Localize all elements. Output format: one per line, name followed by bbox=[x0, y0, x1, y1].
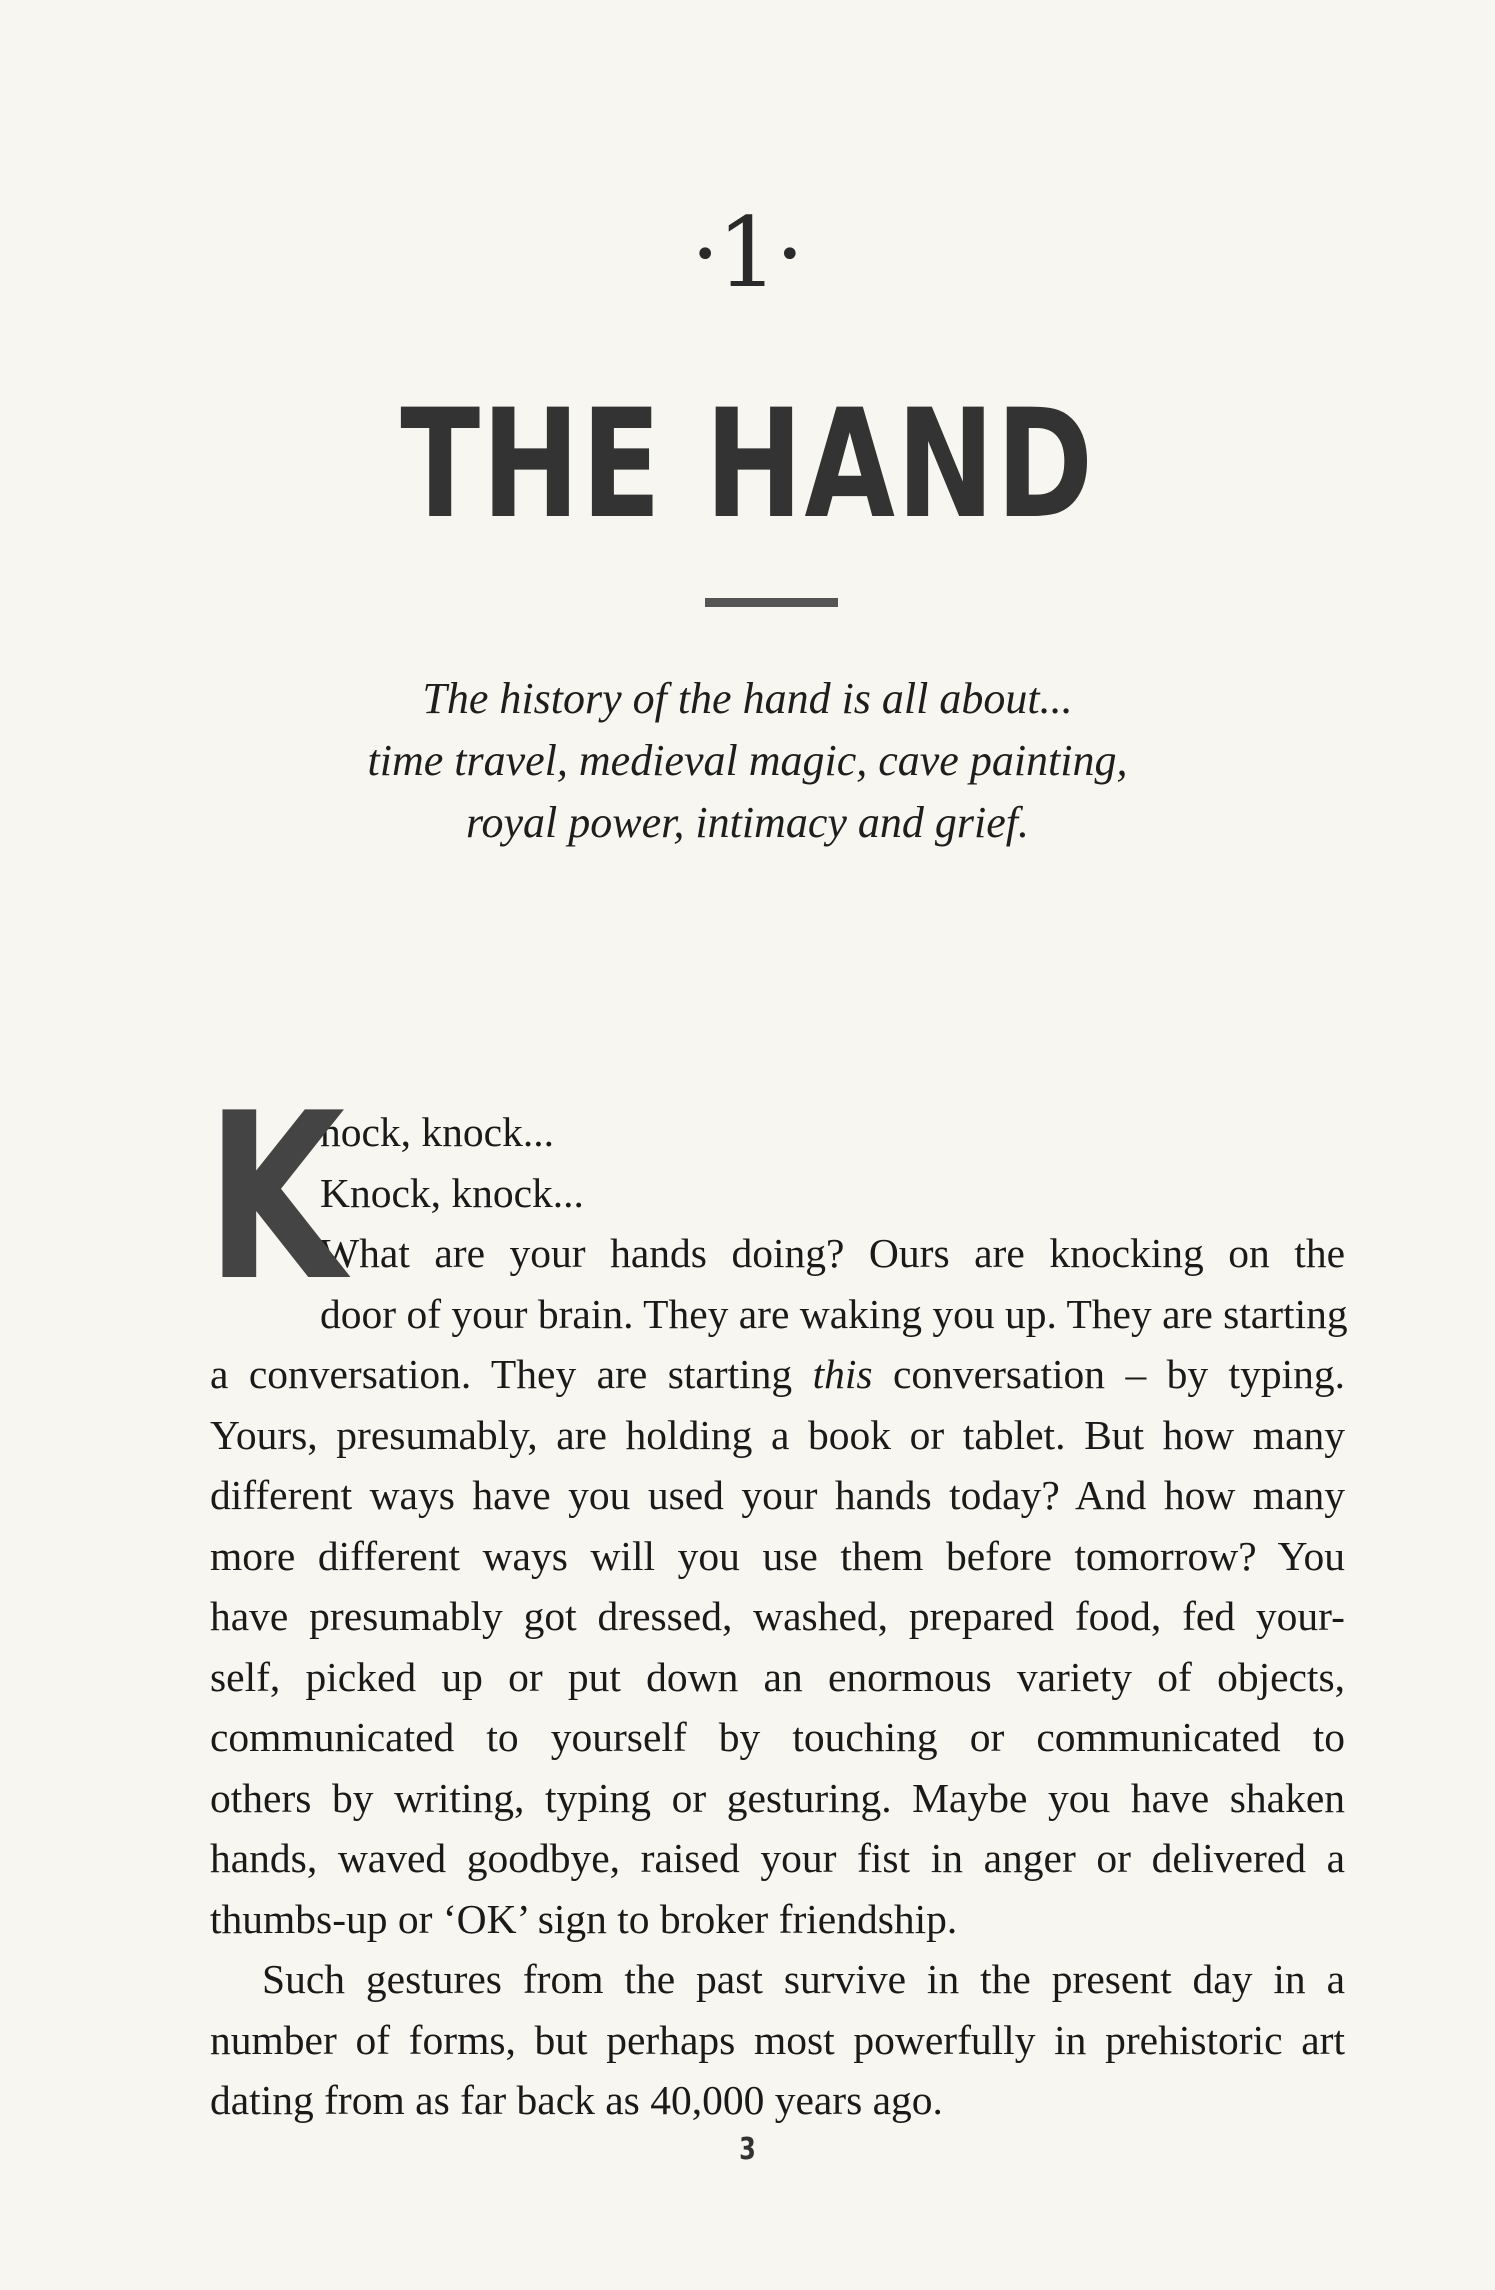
body-line: Such gestures from the past survive in the present day in a bbox=[262, 1956, 1345, 2002]
chapter-number-value: 1 bbox=[716, 197, 779, 309]
body-line: thumbs-up or ‘OK’ sign to broker friendship. bbox=[210, 1895, 958, 1942]
paragraph-2 bbox=[210, 1949, 1345, 2131]
chapter-number-dot-right: • bbox=[778, 232, 802, 278]
epigraph-line-2: time travel, medieval magic, cave painting, bbox=[367, 736, 1128, 785]
body-line: nock, knock... bbox=[320, 1109, 554, 1155]
body-line-with-emphasis bbox=[210, 1344, 1345, 1405]
chapter-number-dot-left: • bbox=[693, 232, 717, 278]
title-rule-divider bbox=[705, 598, 838, 607]
body-line: have presumably got dressed, washed, prepared food, fed your- bbox=[210, 1593, 1345, 1639]
body-line: different ways have you used your hands today? And how many bbox=[210, 1472, 1345, 1518]
body-line: self, picked up or put down an enormous variety of objects, bbox=[210, 1653, 1345, 1700]
chapter-epigraph bbox=[0, 668, 1495, 854]
body-line: What are your hands doing? Ours are knocking on the bbox=[320, 1230, 1345, 1276]
body-line: communicated to yourself by touching or communicated to bbox=[210, 1714, 1345, 1760]
paragraph-1 bbox=[206, 1065, 1348, 1949]
epigraph-line-1: The history of the hand is all about... bbox=[422, 674, 1073, 723]
body-line: Yours, presumably, are holding a book or tablet. But how many bbox=[210, 1411, 1345, 1458]
body-line: Knock, knock... bbox=[320, 1169, 584, 1216]
body-line: more different ways will you use them before tomorrow? You bbox=[210, 1532, 1345, 1579]
chapter-title: THE HAND bbox=[400, 378, 1095, 552]
body-line: number of forms, but perhaps most powerfully in prehistoric art bbox=[210, 2016, 1345, 2063]
chapter-number bbox=[0, 197, 1495, 309]
body-line: others by writing, typing or gesturing. Maybe you have shaken bbox=[210, 1774, 1345, 1821]
page-number: 3 bbox=[739, 2132, 756, 2167]
body-line: hands, waved goodbye, raised your fist in anger or delivered a bbox=[210, 1835, 1345, 1881]
body-text bbox=[206, 1065, 1348, 2131]
body-line: door of your brain. They are waking you up. They are starting bbox=[320, 1290, 1348, 1337]
body-line-part: conversation – by typing. bbox=[893, 1351, 1345, 1397]
emphasis-word: this bbox=[812, 1351, 873, 1397]
body-line-part: a conversation. They are starting bbox=[210, 1351, 793, 1397]
epigraph-line-3: royal power, intimacy and grief. bbox=[466, 798, 1029, 847]
body-line: dating from as far back as 40,000 years ago. bbox=[210, 2077, 943, 2123]
drop-cap: K bbox=[206, 1065, 346, 1332]
